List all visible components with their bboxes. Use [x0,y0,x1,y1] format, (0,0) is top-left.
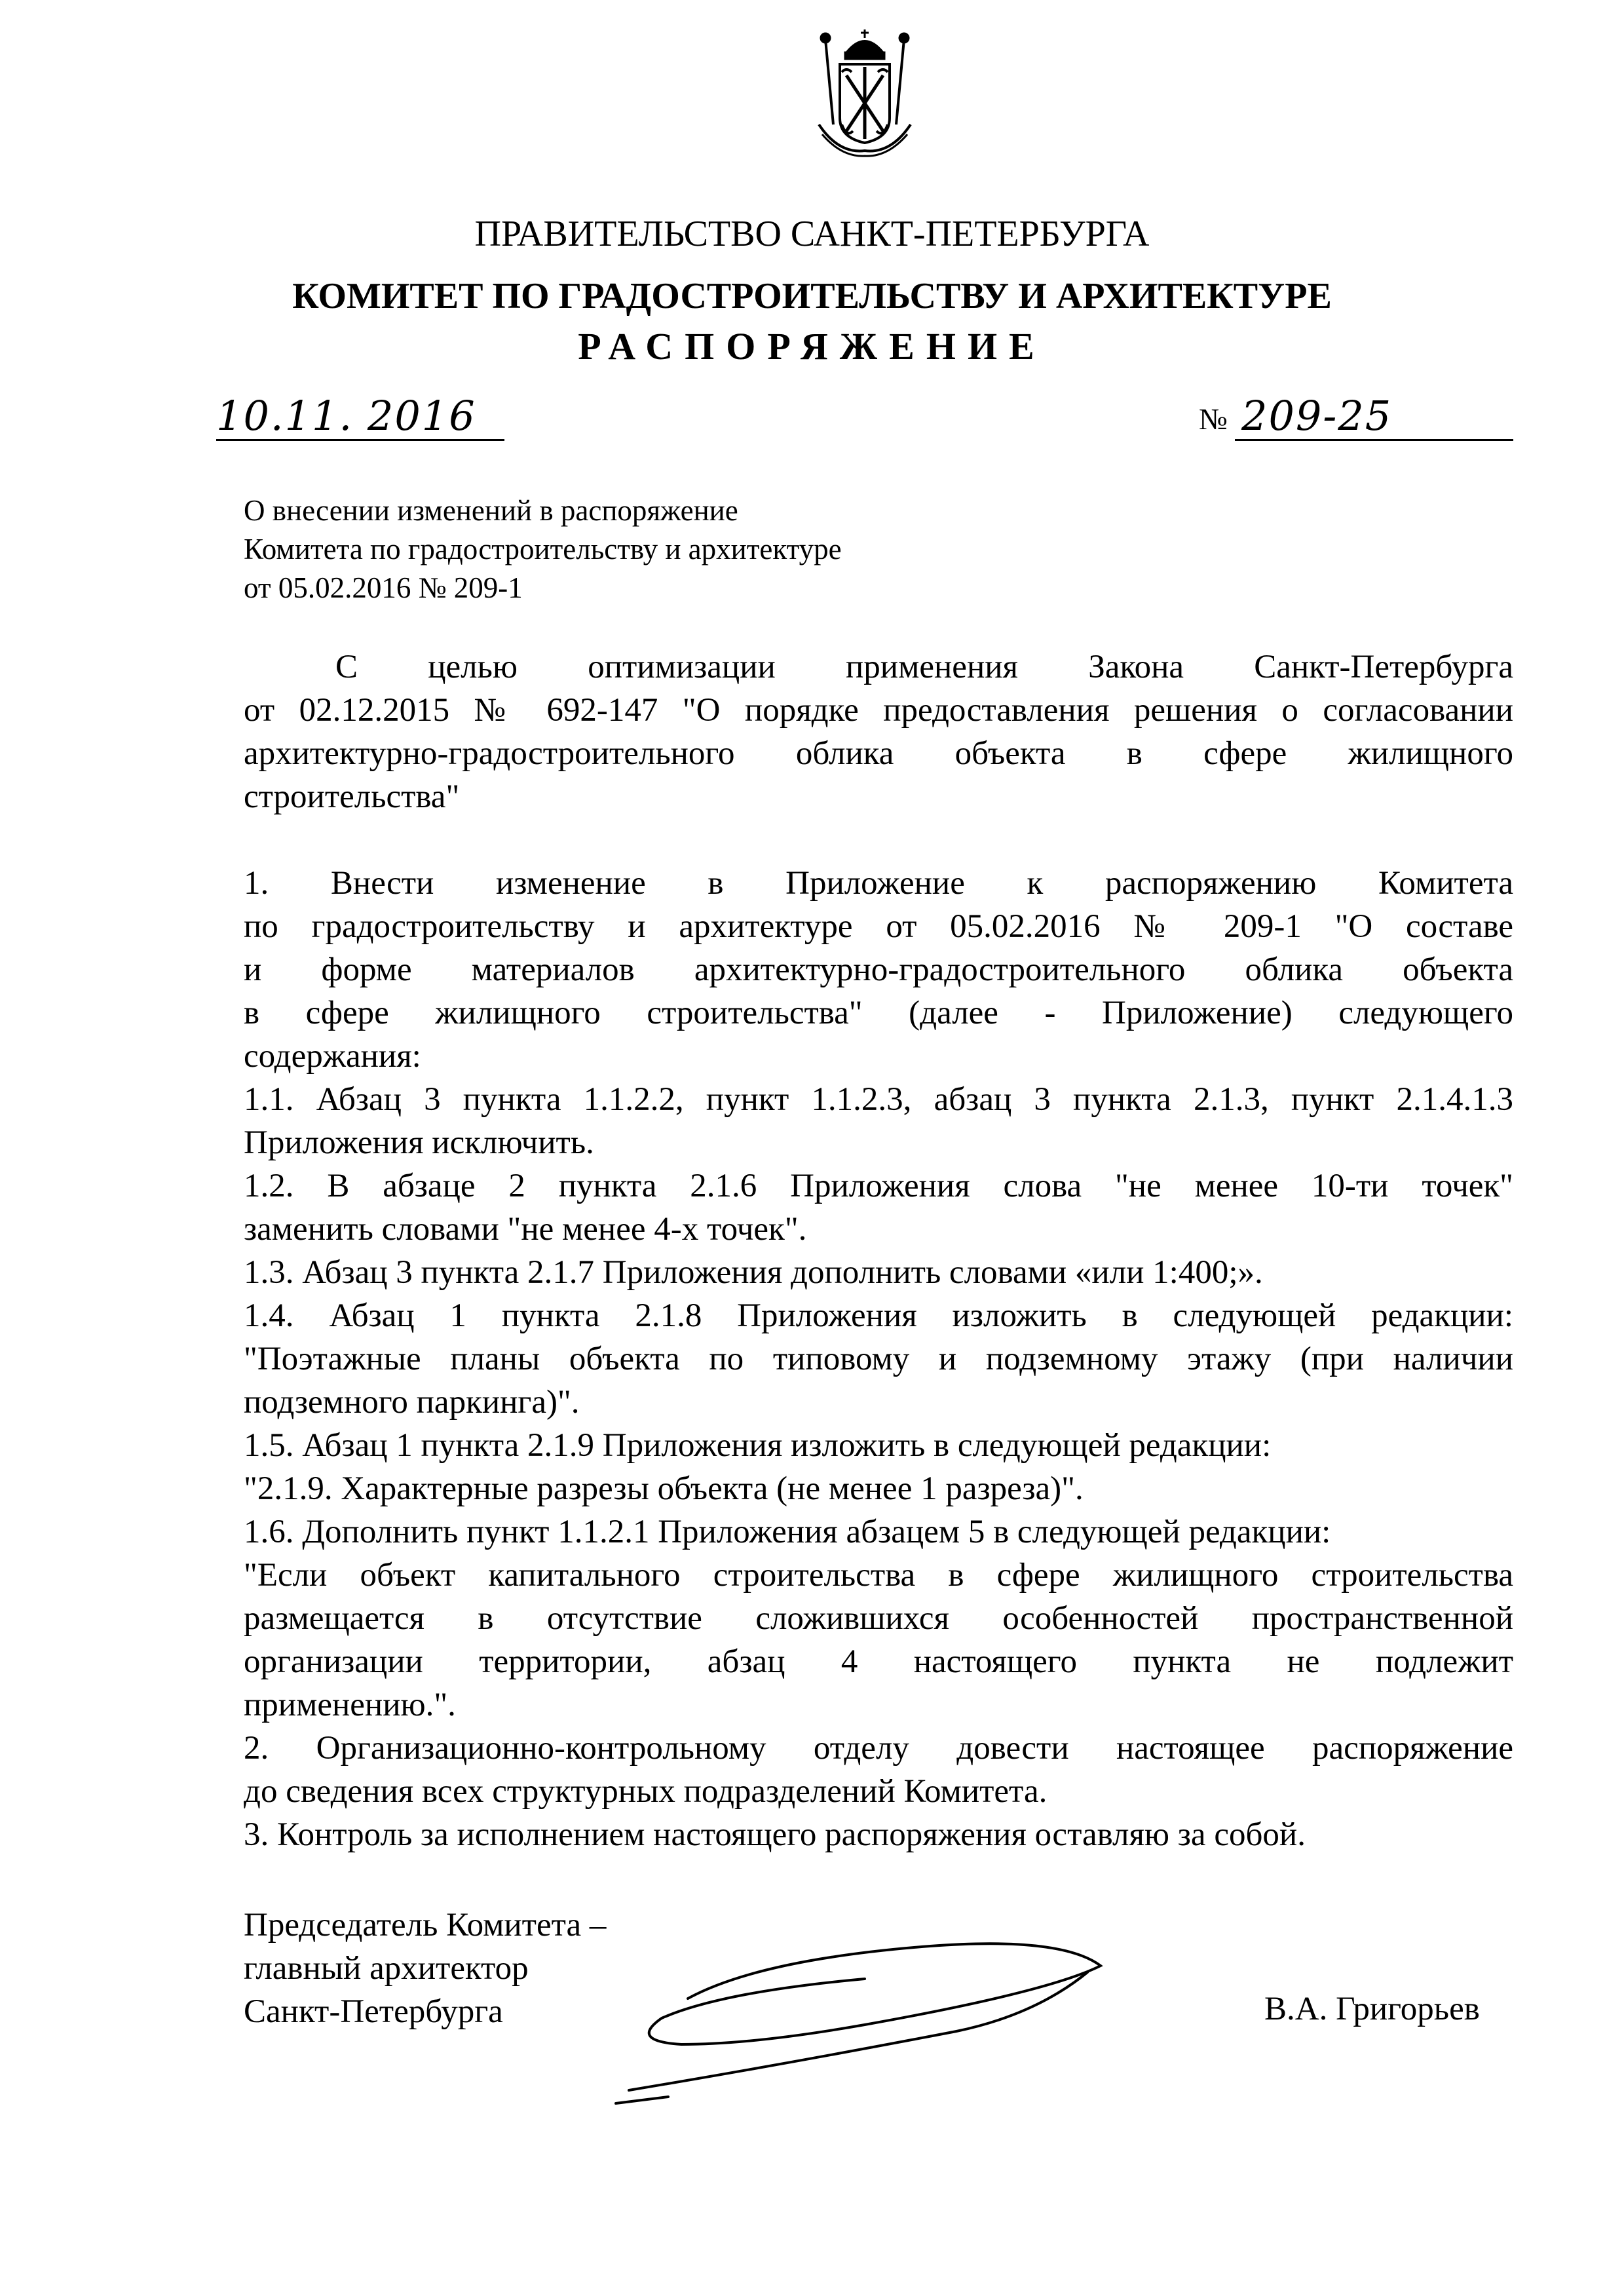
item-1-4-line: "Поэтажные планы объекта по типовому и подземному этажу (при наличии [244,1341,1513,1377]
number-underline [1235,439,1513,441]
item-2-line: 2. Организационно-контрольному отделу довести настоящее распоряжение [244,1730,1513,1767]
preamble-line: С целью оптимизации применения Закона Санкт-Петербурга [335,649,1513,685]
item-1-6-line: организации территории, абзац 4 настоящего пункта не подлежит [244,1643,1513,1680]
item-1-6-line: размещается в отсутствие сложившихся особенностей пространственной [244,1600,1513,1637]
handwritten-signature-icon [590,1920,1179,2130]
number-label: № [1199,402,1228,436]
committee-title: КОМИТЕТ ПО ГРАДОСТРОИТЕЛЬСТВУ И АРХИТЕКТУРЕ [292,276,1332,316]
item-1-5-line: "2.1.9. Характерные разрезы объекта (не менее 1 разреза)". [244,1470,1084,1507]
date-underline [216,439,504,441]
document-type-title: РАСПОРЯЖЕНИЕ [578,325,1046,368]
item-1-6-line: "Если объект капитального строительства в сфере жилищного строительства [244,1557,1513,1594]
order-body [244,645,1513,1856]
signer-position [244,1904,606,2033]
item-1-2-line: 1.2. В абзаце 2 пункта 2.1.6 Приложения слова "не менее 10-ти точек" [244,1168,1513,1204]
subject-line: О внесении изменений в распоряжение [244,494,738,527]
signer-position-line: Председатель Комитета – [244,1907,607,1943]
preamble-line: архитектурно-градостроительного облика объекта в сфере жилищного [244,735,1513,772]
subject-line: Комитета по градостроительству и архитектуре [244,533,842,565]
signer-position-line: главный архитектор [244,1950,529,1987]
item-1-line: и форме материалов архитектурно-градостроительного облика объекта [244,951,1513,988]
item-1-4-line: подземного паркинга)". [244,1384,580,1421]
item-1-6-line: применению.". [244,1687,456,1723]
subject-line: от 05.02.2016 № 209-1 [244,571,523,604]
item-1-1-line: 1.1. Абзац 3 пункта 1.1.2.2, пункт 1.1.2.3, абзац 3 пункта 2.1.3, пункт 2.1.4.1.3 [244,1081,1513,1118]
item-1-3-line: 1.3. Абзац 3 пункта 2.1.7 Приложения дополнить словами «или 1:400;». [244,1254,1263,1291]
item-1-line: содержания: [244,1038,421,1075]
item-1-1-line: Приложения исключить. [244,1124,594,1161]
item-1-line: по градостроительству и архитектуре от 05.02.2016 № 209-1 "О составе [244,908,1513,945]
order-date: 10.11. 2016 [216,392,476,440]
signer-position-line: Санкт-Петербурга [244,1993,503,2030]
item-1-2-line: заменить словами "не менее 4-х точек". [244,1211,807,1248]
item-1-line: 1. Внести изменение в Приложение к распоряжению Комитета [244,865,1513,902]
item-1-6-line: 1.6. Дополнить пункт 1.1.2.1 Приложения абзацем 5 в следующей редакции: [244,1514,1331,1550]
item-1-4-line: 1.4. Абзац 1 пункта 2.1.8 Приложения изложить в следующей редакции: [244,1297,1513,1334]
item-1-line: в сфере жилищного строительства" (далее - Приложение) следующего [244,995,1513,1031]
item-3-line: 3. Контроль за исполнением настоящего распоряжения оставляю за собой. [244,1816,1306,1853]
item-1-5-line: 1.5. Абзац 1 пункта 2.1.9 Приложения изложить в следующей редакции: [244,1427,1272,1464]
order-number: 209-25 [1241,392,1393,440]
preamble-line: строительства" [244,778,460,815]
st-petersburg-coat-of-arms-icon [806,26,924,157]
subject-block [244,491,1030,607]
paragraph-gap [244,818,1513,862]
preamble-line: от 02.12.2015 № 692-147 "О порядке предоставления решения о согласовании [244,692,1513,729]
item-2-line: до сведения всех структурных подразделений Комитета. [244,1773,1048,1810]
government-title: ПРАВИТЕЛЬСТВО САНКТ-ПЕТЕРБУРГА [474,214,1150,254]
signer-name: В.А. Григорьев [1264,1991,1480,2027]
